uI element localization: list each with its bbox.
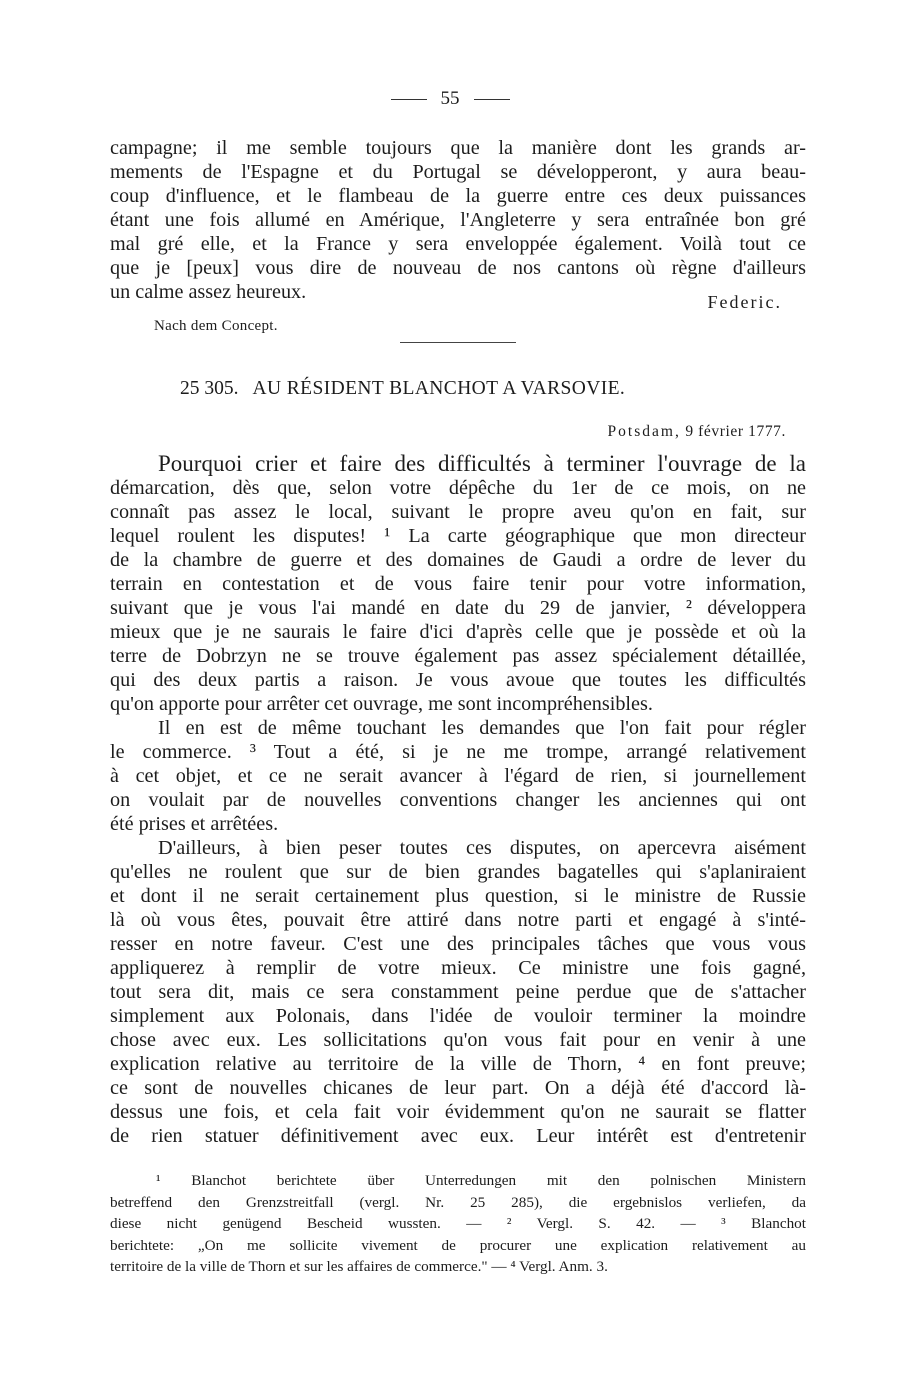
body-line: qu'elles ne roulent que sur de bien grandes bagatelles qui s'aplaniraient — [110, 861, 806, 883]
footnote-line: territoire de la ville de Thorn et sur les affaires de commerce." — ⁴ Vergl. Anm. 3. — [110, 1258, 608, 1275]
footnotes — [110, 1170, 806, 1278]
body-line: terrain en contestation et de vous faire tenir pour votre information, — [110, 573, 806, 595]
body-line: ce sont de nouvelles chicanes de leur part. On a déjà été d'accord là- — [110, 1077, 806, 1099]
body-line: simplement aux Polonais, dans l'idée de vouloir terminer la moindre — [110, 1005, 806, 1027]
body-line: on voulait par de nouvelles conventions changer les anciennes qui ont — [110, 789, 806, 811]
body-line: chose avec eux. Les sollicitations qu'on vous fait pour en venir à une — [110, 1029, 806, 1051]
body-line: là où vous êtes, pouvait être attiré dans notre parti et engagé à s'inté- — [110, 909, 806, 931]
body-line: lequel roulent les disputes! ¹ La carte géographique que mon directeur — [110, 525, 806, 547]
text-line: étant une fois allumé en Amérique, l'Angleterre y sera entraînée bon gré — [110, 209, 806, 231]
text-line: mements de l'Espagne et du Portugal se développeront, y aura beau- — [110, 161, 806, 183]
section-divider — [400, 342, 516, 343]
body-line: connaît pas assez le local, suivant le propre aveu qu'on en fait, sur — [110, 501, 806, 523]
body-line: dessus une fois, et cela fait voir évidemment qu'on ne saurait se flatter — [110, 1101, 806, 1123]
body-line: explication relative au territoire de la ville de Thorn, ⁴ en font preuve; — [110, 1053, 806, 1075]
text-line: coup d'influence, et le flambeau de la guerre entre ces deux puissances — [110, 185, 806, 207]
body-line: appliquerez à remplir de votre mieux. Ce ministre une fois gagné, — [110, 957, 806, 979]
text-line: campagne; il me semble toujours que la manière dont les grands ar- — [110, 137, 806, 159]
letter-place: Potsdam, — [607, 423, 681, 440]
body-line: de la chambre de guerre et des domaines de Gaudi a ordre de lever du — [110, 549, 806, 571]
footnote-line: diese nicht genügend Bescheid wussten. — ² Vergl. S. 42. — ³ Blanchot — [110, 1215, 806, 1232]
letter-date: 9 février 1777. — [685, 423, 786, 440]
body-line: de rien statuer définitivement avec eux. Leur intérêt est d'entretenir — [110, 1125, 806, 1147]
letter-heading — [180, 378, 625, 400]
body-line: suivant que je vous l'ai mandé en date du 29 de janvier, ² développera — [110, 597, 806, 619]
body-line: été prises et arrêtées. — [110, 813, 279, 835]
letter-number: 25 305. — [180, 378, 239, 399]
body-line: démarcation, dès que, selon votre dépêche du 1er de ce mois, on ne — [110, 477, 806, 499]
page-header — [0, 88, 900, 110]
text-line: que je [peux] vous dire de nouveau de nos cantons où règne d'ailleurs — [110, 257, 806, 279]
source-note: Nach dem Concept. — [154, 318, 278, 334]
body-line: Il en est de même touchant les demandes que l'on fait pour régler — [158, 717, 806, 739]
letter-title: AU RÉSIDENT BLANCHOT A VARSOVIE. — [252, 378, 626, 399]
footnote-line: betreffend den Grenzstreitfall (vergl. Nr. 25 285), die ergebnislos verliefen, da — [110, 1193, 806, 1211]
body-line: resser en notre faveur. C'est une des principales tâches que vous vous — [110, 933, 806, 955]
page-number: 55 — [440, 88, 460, 109]
signature: Federic. — [707, 292, 782, 312]
body-line: à cet objet, et ce ne serait avancer à l'égard de rien, si journellement — [110, 765, 806, 787]
header-dash-left — [391, 99, 427, 100]
text-line: mal gré elle, et la France y sera enveloppée également. Voilà tout ce — [110, 233, 806, 255]
body-line: et dont il ne serait certainement plus question, si le ministre de Russie — [110, 885, 806, 907]
body-line: tout sera dit, mais ce sera constamment peine perdue que de s'attacher — [110, 981, 806, 1003]
footnote-line: ¹ Blanchot berichtete über Unterredungen mit den polnischen Ministern — [156, 1172, 806, 1189]
body-line: mieux que je ne saurais le faire d'ici d'après celle que je possède et où la — [110, 621, 806, 643]
body-line: qu'on apporte pour arrêter cet ouvrage, me sont incompréhensibles. — [110, 693, 653, 715]
body-line: D'ailleurs, à bien peser toutes ces disputes, on apercevra aisément — [158, 837, 806, 859]
letter-dateline — [608, 423, 786, 441]
footnote-line: berichtete: „On me sollicite vivement de procurer une explication relativement au — [110, 1236, 806, 1254]
body-line: Pourquoi crier et faire des difficultés à terminer l'ouvrage de la — [158, 451, 806, 476]
text-line: un calme assez heureux. — [110, 281, 307, 303]
header-dash-right — [474, 99, 510, 100]
body-line: qui des deux partis a raison. Je vous avoue que toutes les difficultés — [110, 669, 806, 691]
body-line: terre de Dobrzyn ne se trouve également pas assez spécialement détaillée, — [110, 645, 806, 667]
body-line: le commerce. ³ Tout a été, si je ne me trompe, arrangé relativement — [110, 741, 806, 763]
letter-body — [110, 452, 806, 1148]
continuation-text — [110, 136, 806, 304]
